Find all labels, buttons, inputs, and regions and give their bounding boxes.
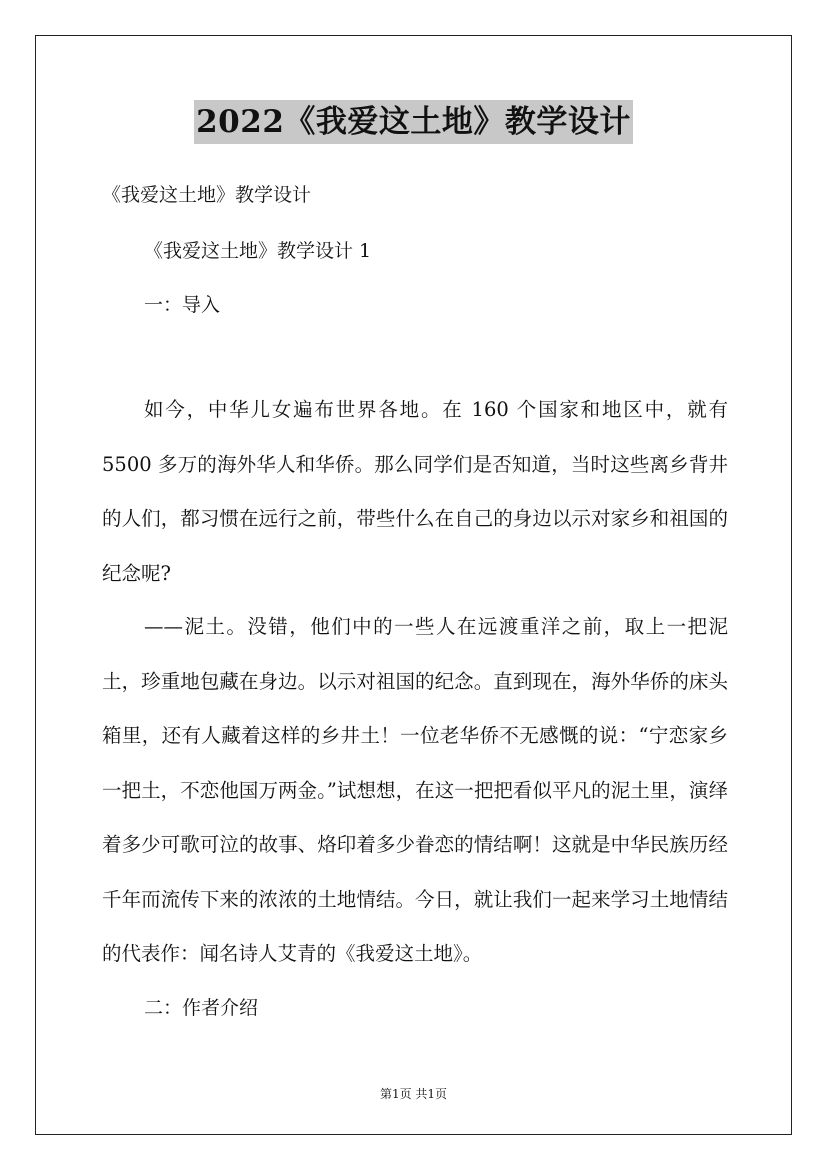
paragraph-soil: ——泥土。没错，他们中的一些人在远渡重洋之前，取上一把泥土，珍重地包藏在身边。以示对祖国的纪念。直到现在，海外华侨的床头箱里，还有人藏着这样的乡井土！一位老华侨不无感慨的说：“宁恋家乡一把土，不恋他国万两金。”试想想，在这一把把看似平凡的泥土里，演绎着多少可歌可泣的故事、烙印着多少眷恋的情结啊！这就是中华民族历经千年而流传下来的浓浓的土地情结。今日，就让我们一起来学习土地情结的代表作：闻名诗人艾青的《我爱这土地》。 <box>102 615 728 965</box>
heading-author: 二：作者介绍 <box>144 997 259 1019</box>
document-title: 2022《我爱这土地》教学设计 <box>194 100 633 144</box>
paragraph-intro: 如今，中华儿女遍布世界各地。在 160 个国家和地区中，就有 5500 多万的海外华人和华侨。那么同学们是否知道，当时这些离乡背井的人们，都习惯在远行之前，带些什么在自己的身边以示对家乡和祖国的纪念呢? <box>102 398 728 585</box>
document-title-wrapper <box>0 100 827 144</box>
heading-intro: 一：导入 <box>144 294 221 316</box>
section-heading: 《我爱这土地》教学设计 1 <box>144 240 372 262</box>
page-footer: 第1页 共1页 <box>379 1087 448 1101</box>
document-subtitle: 《我爱这土地》教学设计 <box>102 184 312 206</box>
